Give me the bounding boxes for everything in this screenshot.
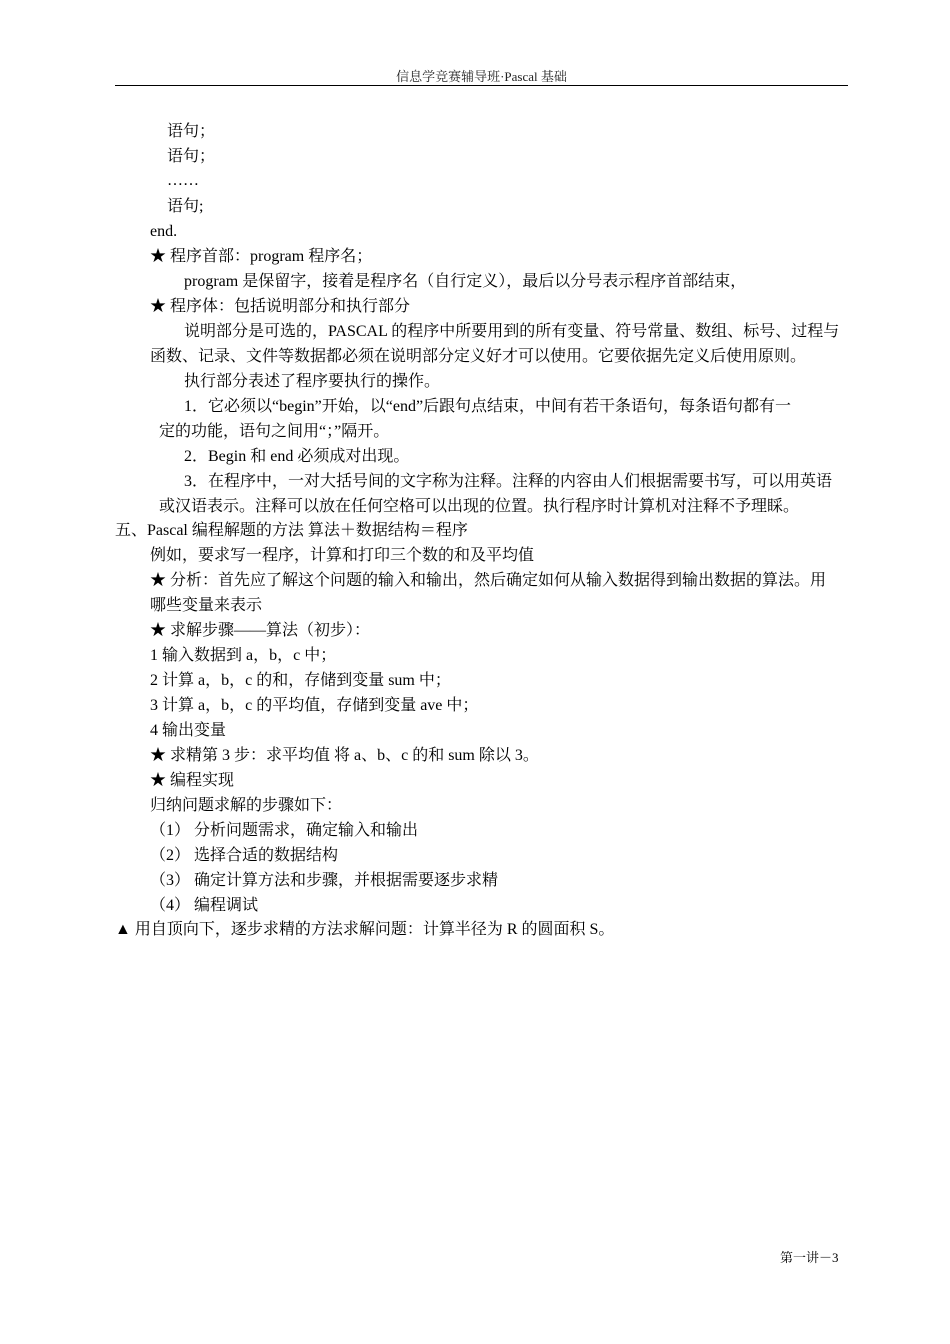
bullet-heading: ★ 编程实现 [150, 772, 235, 789]
page-number: 第一讲－3 [780, 1250, 839, 1265]
step-line: 1 输入数据到 a，b，c 中； [150, 647, 337, 664]
code-line: end. [150, 223, 178, 240]
list-item: （3） 确定计算方法和步骤，并根据需要逐步求精 [150, 872, 499, 889]
bullet-heading: ★ 求解步骤——算法（初步）： [150, 622, 371, 639]
step-line: 4 输出变量 [150, 722, 227, 739]
list-item: （1） 分析问题需求，确定输入和输出 [150, 822, 419, 839]
numbered-item: 2．Begin 和 end 必须成对出现。 [184, 448, 410, 465]
paragraph-line: 定的功能，语句之间用“；”隔开。 [159, 423, 390, 440]
paragraph-line: program 是保留字，接着是程序名（自行定义），最后以分号表示程序首部结束， [184, 273, 747, 290]
paragraph-line: 归纳问题求解的步骤如下： [150, 797, 343, 814]
list-item: （4） 编程调试 [150, 897, 259, 914]
paragraph-line: 例如，要求写一程序，计算和打印三个数的和及平均值 [150, 547, 535, 564]
paragraph-line: 说明部分是可选的，PASCAL 的程序中所要用到的所有变量、符号常量、数组、标号、过程与 [184, 323, 840, 340]
code-line: 语句； [167, 148, 216, 165]
bullet-heading: ★ 求精第 3 步：求平均值 将 a、b、c 的和 sum 除以 3。 [150, 747, 539, 764]
header-rule [115, 85, 848, 86]
section-heading: 五、Pascal 编程解题的方法 算法＋数据结构＝程序 [115, 522, 468, 539]
paragraph-line: 执行部分表述了程序要执行的操作。 [184, 373, 441, 390]
bullet-heading: ★ 程序首部：program 程序名； [150, 248, 373, 265]
bullet-heading: ★ 程序体：包括说明部分和执行部分 [150, 298, 411, 315]
code-line: 语句; [167, 198, 204, 215]
step-line: 2 计算 a，b，c 的和，存储到变量 sum 中； [150, 672, 451, 689]
code-line: …… [167, 172, 199, 189]
paragraph-line: 哪些变量来表示 [150, 597, 263, 614]
list-item: （2） 选择合适的数据结构 [150, 847, 339, 864]
step-line: 3 计算 a，b，c 的平均值，存储到变量 ave 中； [150, 697, 479, 714]
code-line: 语句； [167, 123, 216, 140]
page-header: 信息学竞赛辅导班·Pascal 基础 [396, 69, 567, 84]
numbered-item: 3．在程序中，一对大括号间的文字称为注释。注释的内容由人们根据需要书写，可以用英语 [184, 473, 833, 490]
numbered-item: 1．它必须以“begin”开始，以“end”后跟句点结束，中间有若干条语句，每条语句都有一 [184, 398, 792, 415]
paragraph-line: 或汉语表示。注释可以放在任何空格可以出现的位置。执行程序时计算机对注释不予理睬。 [159, 498, 800, 515]
paragraph-line: 函数、记录、文件等数据都必须在说明部分定义好才可以使用。它要依据先定义后使用原则。 [150, 348, 807, 365]
exercise-line: ▲ 用自顶向下，逐步求精的方法求解问题：计算半径为 R 的圆面积 S。 [115, 921, 615, 938]
paragraph-line: ★ 分析：首先应了解这个问题的输入和输出，然后确定如何从输入数据得到输出数据的算法。用 [150, 572, 827, 589]
